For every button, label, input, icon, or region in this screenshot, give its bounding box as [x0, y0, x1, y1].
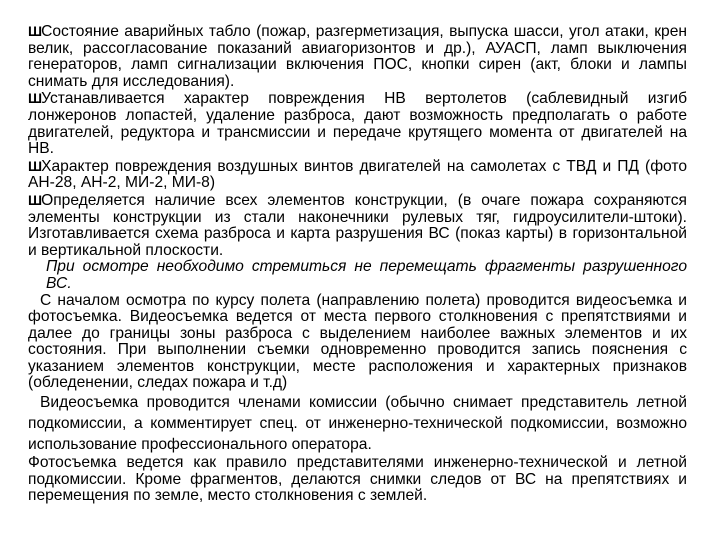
italic-note: При осмотре необходимо стремиться не перемещать фрагменты разрушенного ВС.	[46, 258, 687, 292]
bullet-marker: Ш	[28, 23, 42, 39]
bullet-item-4	[28, 192, 687, 259]
paragraph-video: Видеосъемка проводится членами комиссии (обычно снимает представитель летной подкомиссии, а комментирует спец. от инженерно-технической подкомиссии, возможно использование профессионального оператора.	[28, 394, 687, 454]
bullet-marker: Ш	[28, 157, 42, 174]
bullet-marker: Ш	[28, 191, 42, 208]
bullet-item-2	[28, 90, 687, 157]
bullet-text: Состояние аварийных табло (пожар, разгерметизация, выпуска шасси, угол атаки, крен велик, рассогласование показаний авиагоризонтов и др.), АУАСП, ламп выключения генераторов, ламп сигнализации включения ПОС, кнопки сирен (акт, блоки и лампы снимать для исследования).	[28, 23, 687, 90]
paragraph-photo: Фотосъемка ведется как правило представителями инженерно-технической и летной подкомиссии. Кроме фрагментов, делаются снимки следов от ВС на препятствиях и перемещения по земле, место столкновения с землей.	[28, 454, 687, 505]
bullet-text: Характер повреждения воздушных винтов двигателей на самолетах с ТВД и ПД (фото АН-28, АН-2, МИ-2, МИ-8)	[28, 157, 687, 192]
paragraph-filming: С началом осмотра по курсу полета (направлению полета) проводится видеосъемка и фотосъемка. Видеосъемка ведется от места первого столкновения с препятствиями и далее до границы зоны разброса с выделением наиболее важных элементов и их состояния. При выполнении съемки одновременно проводится запись пояснения с указанием элементов конструкции, месте расположения и характерных признаков (обледенении, следах пожара и т.д)	[28, 291, 687, 392]
bullet-text: Определяется наличие всех элементов конструкции, (в очаге пожара сохраняются элементы конструкции из стали наконечники рулевых тяг, гидроусилители-штоки). Изготавливается схема разброса и карта разрушения ВС (показ карты) в горизонтальной и вертикальной плоскости.	[28, 191, 687, 259]
document-body	[28, 23, 687, 505]
bullet-marker: Ш	[28, 90, 42, 107]
bullet-text: Устанавливается характер повреждения НВ вертолетов (саблевидный изгиб лонжеронов лопастей, удаление разброса, дают возможность предполагать о работе двигателей, редуктора и трансмиссии и передаче крутящего момента от двигателей на НВ.	[28, 90, 687, 158]
bullet-item-1	[28, 23, 687, 90]
bullet-item-3	[28, 158, 687, 192]
